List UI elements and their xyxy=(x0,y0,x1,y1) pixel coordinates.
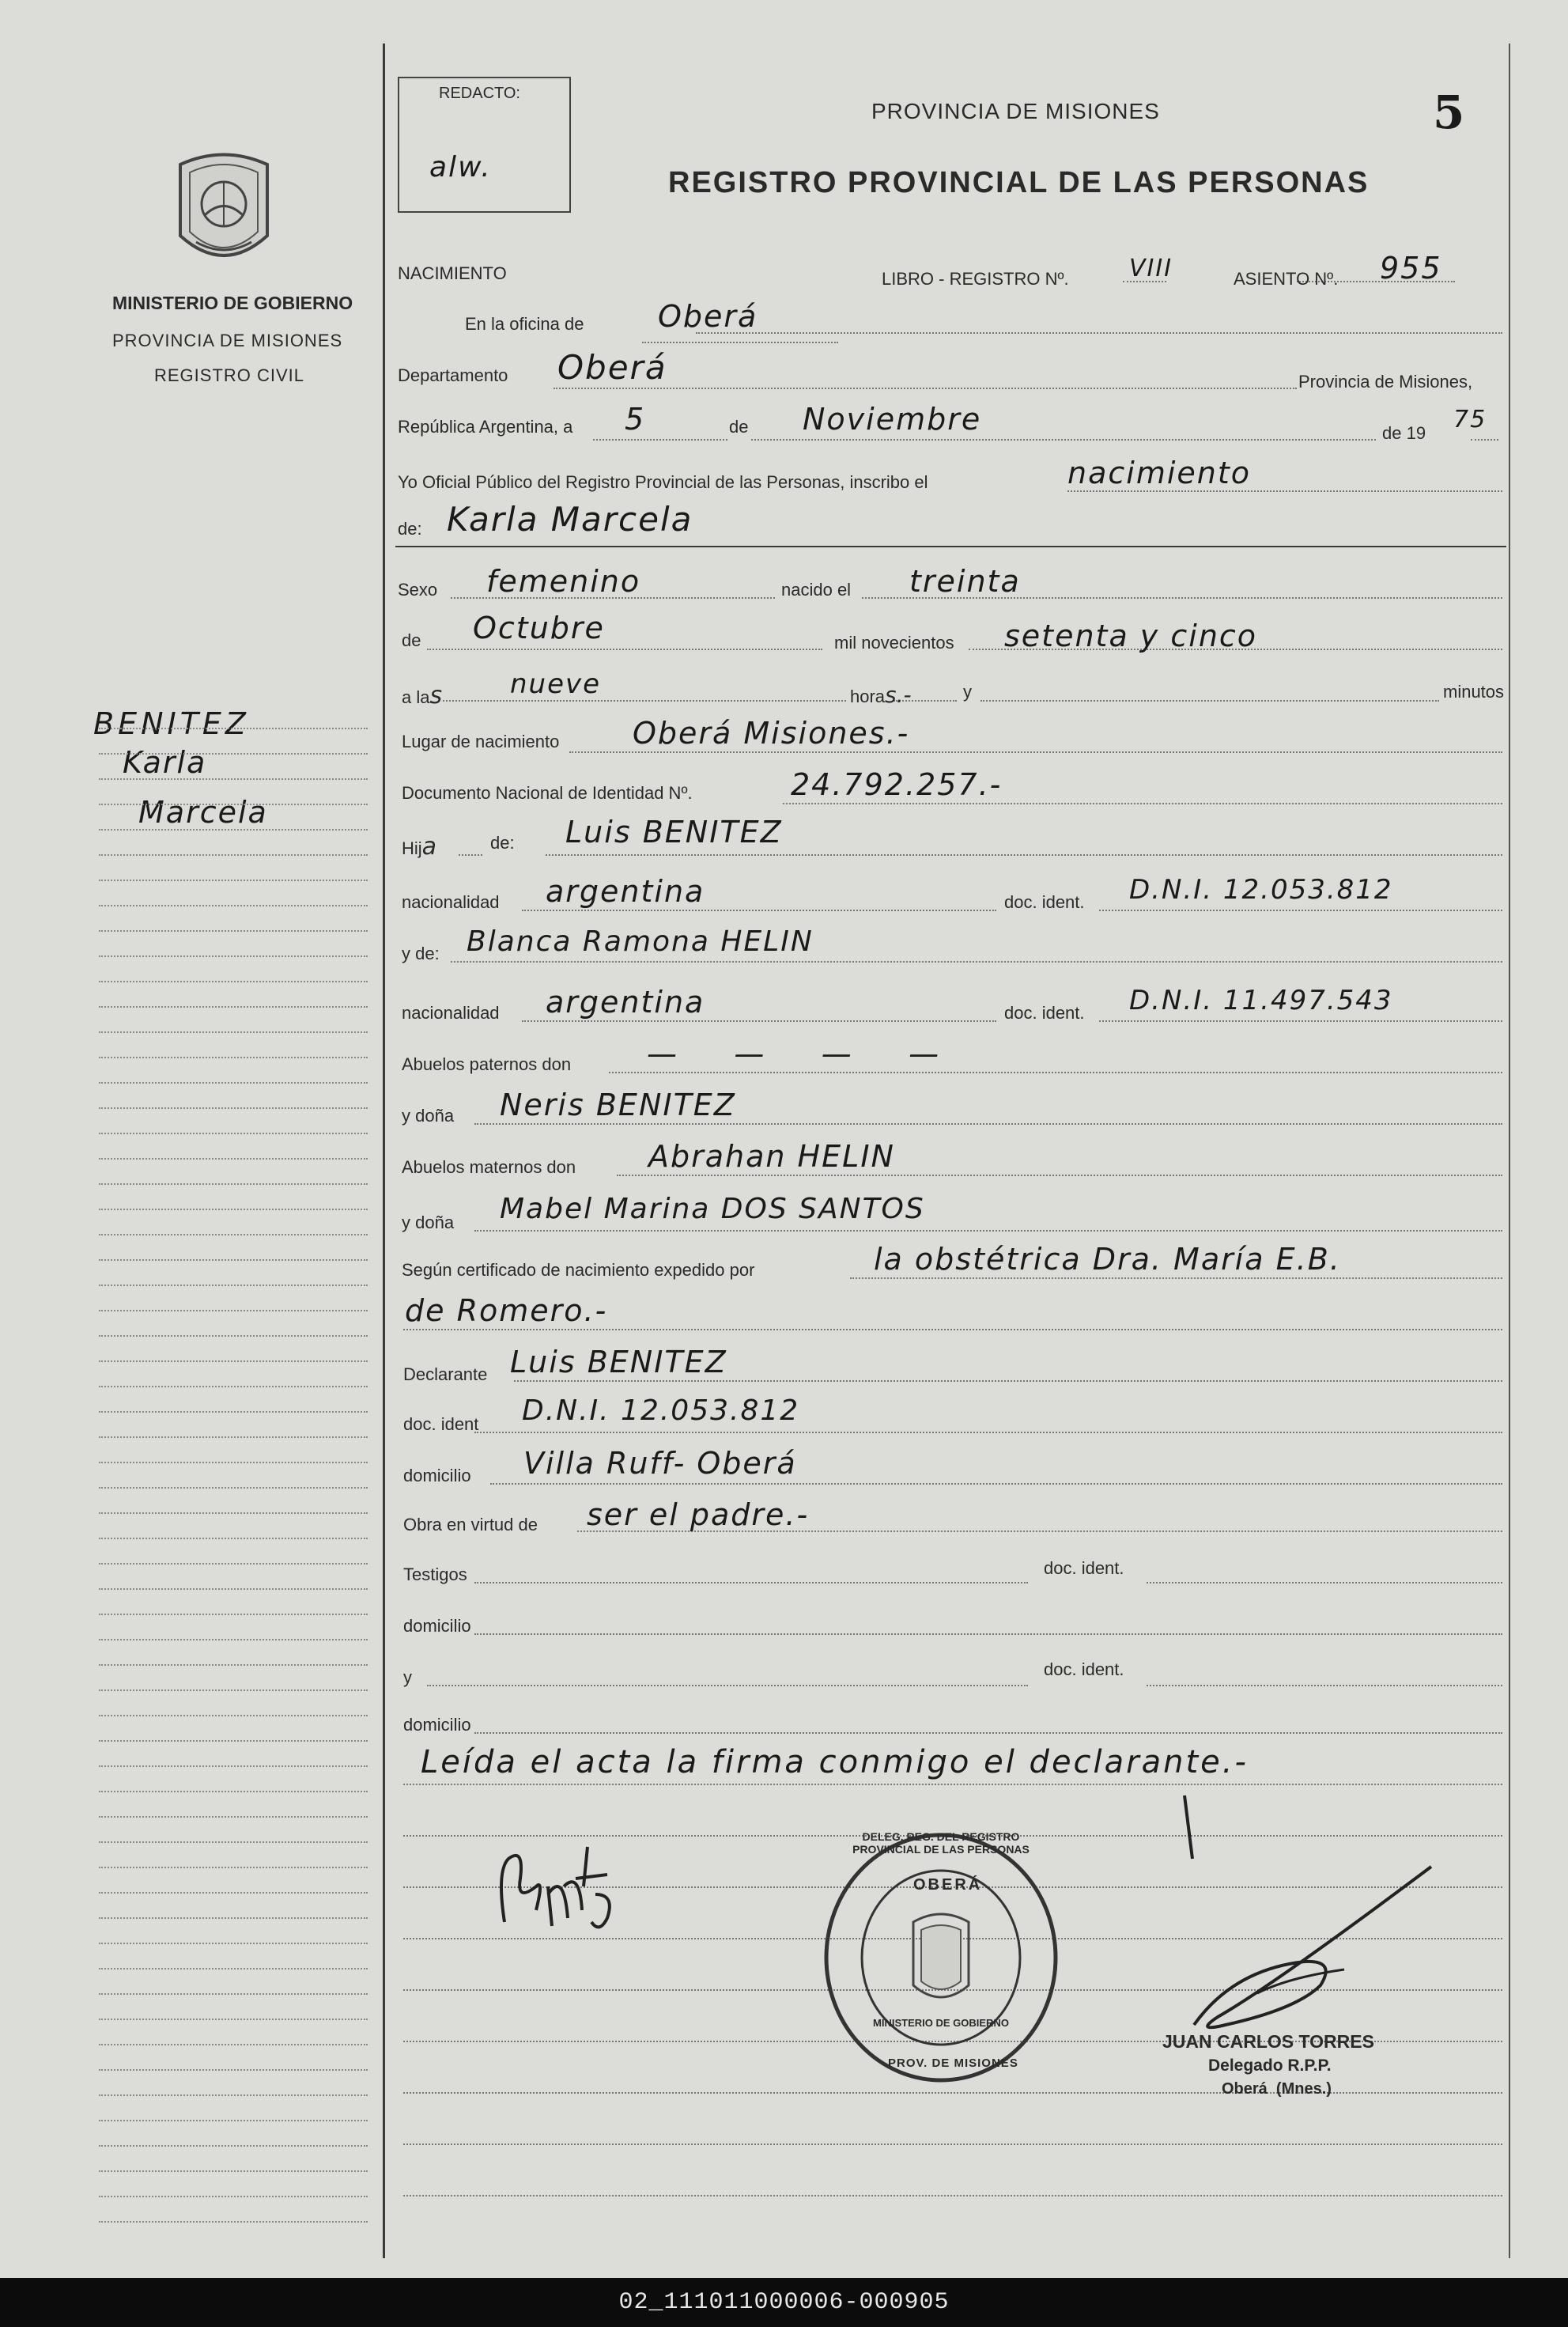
dni-label: Documento Nacional de Identidad Nº. xyxy=(402,783,693,803)
ministry-label: MINISTERIO DE GOBIERNO xyxy=(112,293,353,313)
mil-label: mil novecientos xyxy=(834,633,954,653)
margin-ruled-line xyxy=(99,1209,368,1210)
docid-value: D.N.I. 12.053.812 xyxy=(522,1394,800,1427)
republica-label: República Argentina, a xyxy=(398,417,573,437)
form-ruled-line xyxy=(403,2195,1502,2196)
mes-value: Noviembre xyxy=(803,402,982,437)
margin-ruled-line xyxy=(99,728,368,729)
seal-ring-text: DELEG. REG. DEL REGISTRO PROVINCIAL DE LAS PERSONAS xyxy=(852,1830,1030,1856)
hij-text: Hij xyxy=(402,838,422,858)
form-ruled-line xyxy=(1471,439,1498,441)
margin-ruled-line xyxy=(99,1158,368,1160)
margin-ruled-line xyxy=(99,1765,368,1767)
departamento-value: Oberá xyxy=(557,348,667,387)
form-ruled-line xyxy=(474,1123,1502,1125)
nac2-label: nacionalidad xyxy=(402,1003,500,1023)
doc1-label: doc. ident. xyxy=(1004,892,1085,912)
segun-value2: de Romero.- xyxy=(405,1293,608,1328)
margin-ruled-line xyxy=(99,1386,368,1387)
margin-ruled-line xyxy=(99,2196,368,2197)
form-ruled-line xyxy=(403,1784,1502,1785)
margin-note-name1: Karla xyxy=(123,745,207,780)
domicilio-label: domicilio xyxy=(403,1466,471,1485)
alas-text: a la xyxy=(402,687,430,707)
hij-de-label: de: xyxy=(490,833,515,853)
margin-ruled-line xyxy=(99,854,368,856)
ydona2-value: Mabel Marina DOS SANTOS xyxy=(500,1193,925,1225)
de-nombre-label: de: xyxy=(398,519,422,539)
horas-suffix: s.- xyxy=(885,682,912,708)
margin-ruled-line xyxy=(99,2019,368,2020)
margin-ruled-line xyxy=(99,778,368,780)
form-ruled-line xyxy=(474,1582,1028,1583)
form-ruled-line xyxy=(427,649,822,650)
form-ruled-line xyxy=(403,1329,1502,1330)
margin-ruled-line xyxy=(99,905,368,906)
padre-value: Luis BENITEZ xyxy=(565,815,783,849)
margin-ruled-line xyxy=(99,1968,368,1969)
horas-text: hora xyxy=(850,687,886,706)
margin-ruled-line xyxy=(99,1614,368,1615)
declarante-value: Luis BENITEZ xyxy=(510,1345,727,1379)
form-ruled-line xyxy=(783,803,1502,804)
margin-ruled-line xyxy=(99,1411,368,1413)
alas-label xyxy=(402,682,442,709)
form-ruled-line xyxy=(546,854,1502,856)
official-signature xyxy=(1147,1788,1479,2072)
margin-ruled-line xyxy=(99,1512,368,1514)
header-province: PROVINCIA DE MISIONES xyxy=(871,99,1160,123)
hij-suffix: a xyxy=(421,833,437,861)
margin-ruled-line xyxy=(99,2170,368,2172)
lugar-label: Lugar de nacimiento xyxy=(402,732,560,751)
dni-value: 24.792.257.- xyxy=(791,767,1003,802)
domicilio2-label: domicilio xyxy=(403,1616,471,1636)
libro-value: VIII xyxy=(1129,255,1173,282)
margin-ruled-line xyxy=(99,981,368,982)
margin-ruled-line xyxy=(99,1639,368,1640)
minutos-label: minutos xyxy=(1443,682,1505,702)
margin-ruled-line xyxy=(99,1689,368,1691)
margin-ruled-line xyxy=(99,1183,368,1185)
form-ruled-line xyxy=(403,2143,1502,2145)
form-ruled-line xyxy=(593,439,727,441)
form-ruled-line xyxy=(522,1020,996,1022)
form-ruled-line xyxy=(850,1277,1502,1279)
declarante-label: Declarante xyxy=(403,1364,488,1384)
y2-label: y xyxy=(403,1667,412,1687)
margin-ruled-line xyxy=(99,955,368,957)
official-seal xyxy=(818,1827,1064,2088)
domicilio3-label: domicilio xyxy=(403,1715,471,1735)
doc1-value: D.N.I. 12.053.812 xyxy=(1129,874,1393,906)
obra-value: ser el padre.- xyxy=(587,1497,810,1532)
sexo-value: femenino xyxy=(486,564,641,599)
nacimiento-label: NACIMIENTO xyxy=(398,263,507,283)
official-name: JUAN CARLOS TORRES xyxy=(1162,2031,1374,2052)
province-label: PROVINCIA DE MISIONES xyxy=(112,331,343,350)
sexo-label: Sexo xyxy=(398,580,438,600)
hij-label xyxy=(402,833,436,861)
abp-label: Abuelos paternos don xyxy=(402,1054,572,1074)
margin-ruled-line xyxy=(99,1006,368,1008)
right-border xyxy=(1509,44,1510,2258)
province-emblem xyxy=(164,149,283,275)
mes-nac-value: Octubre xyxy=(473,611,605,645)
margin-ruled-line xyxy=(99,1259,368,1261)
form-ruled-line xyxy=(751,439,1376,441)
leida-value: Leída el acta la firma conmigo el declarante.- xyxy=(421,1744,1249,1780)
madre-value: Blanca Ramona HELIN xyxy=(467,925,814,958)
redacto-box xyxy=(398,77,571,213)
form-ruled-line xyxy=(1147,1582,1502,1583)
form-ruled-line xyxy=(1147,1685,1502,1686)
margin-ruled-line xyxy=(99,2044,368,2045)
form-ruled-line xyxy=(474,1633,1502,1635)
form-ruled-line xyxy=(609,1072,1502,1073)
margin-ruled-line xyxy=(99,1234,368,1235)
form-ruled-line xyxy=(403,2092,1502,2094)
margin-ruled-line xyxy=(99,1436,368,1438)
office-label: REGISTRO CIVIL xyxy=(154,365,305,385)
ydona2-label: y doña xyxy=(402,1213,455,1232)
margin-ruled-line xyxy=(99,1791,368,1792)
provincia-suffix: Provincia de Misiones, xyxy=(1298,372,1473,392)
margin-ruled-line xyxy=(99,804,368,805)
seal-inner: MINISTERIO DE GOBIERNO xyxy=(873,2017,1009,2029)
margin-ruled-line xyxy=(99,1107,368,1109)
document-id: 02_111011000006-000905 xyxy=(618,2289,950,2316)
form-ruled-line xyxy=(474,1432,1502,1433)
margin-ruled-line xyxy=(99,1057,368,1058)
margin-ruled-line xyxy=(99,1892,368,1894)
margin-note-surname: BENITEZ xyxy=(93,706,250,741)
margin-ruled-line xyxy=(99,1715,368,1716)
margin-ruled-line xyxy=(99,1816,368,1818)
asiento-label: ASIENTO Nº. xyxy=(1234,269,1339,289)
margin-ruled-line xyxy=(99,1335,368,1337)
form-ruled-line xyxy=(443,700,846,702)
page-title: REGISTRO PROVINCIAL DE LAS PERSONAS xyxy=(668,166,1370,199)
departamento-label: Departamento xyxy=(398,365,508,385)
anio-value: 75 xyxy=(1453,406,1487,433)
oficial-text: Yo Oficial Público del Registro Provincial de las Personas, inscribo el xyxy=(398,472,928,492)
form-ruled-line xyxy=(474,1230,1502,1232)
redacto-label: REDACTO: xyxy=(439,85,520,102)
asiento-value: 955 xyxy=(1380,251,1442,286)
de-label: de xyxy=(729,417,749,437)
form-ruled-line xyxy=(617,1175,1502,1176)
margin-ruled-line xyxy=(99,1588,368,1590)
official-place: Oberá (Mnes.) xyxy=(1222,2080,1332,2098)
margin-ruled-line xyxy=(99,2094,368,2096)
margin-ruled-line xyxy=(99,1462,368,1463)
test-doc-label: doc. ident. xyxy=(1044,1558,1124,1578)
test-doc2-label: doc. ident. xyxy=(1044,1659,1124,1679)
alas-suffix: s xyxy=(429,682,443,709)
y-label: y xyxy=(963,682,972,702)
margin-ruled-line xyxy=(99,1538,368,1539)
margin-ruled-line xyxy=(99,1867,368,1868)
declarant-signature xyxy=(489,1839,647,1942)
doc2-value: D.N.I. 11.497.543 xyxy=(1129,985,1393,1016)
margin-ruled-line xyxy=(99,1943,368,1944)
segun-value: la obstétrica Dra. María E.B. xyxy=(874,1242,1341,1277)
form-ruled-line xyxy=(427,1685,1028,1686)
form-ruled-line xyxy=(1099,1020,1502,1022)
abm-label: Abuelos maternos don xyxy=(402,1157,576,1177)
abp-value: — — — — xyxy=(647,1036,941,1071)
docid-label: doc. ident xyxy=(403,1414,479,1434)
de2-label: de xyxy=(402,630,421,650)
margin-ruled-line xyxy=(99,880,368,881)
margin-ruled-line xyxy=(99,2221,368,2223)
nac1-label: nacionalidad xyxy=(402,892,500,912)
testigos-label: Testigos xyxy=(403,1565,467,1584)
form-ruled-line xyxy=(1067,490,1502,492)
form-ruled-line xyxy=(696,332,1502,334)
nacido-value: treinta xyxy=(909,564,1021,599)
nacido-label: nacido el xyxy=(781,580,852,600)
libro-label: LIBRO - REGISTRO Nº. xyxy=(882,269,1069,289)
obra-label: Obra en virtud de xyxy=(403,1515,538,1534)
horas-label xyxy=(850,682,912,708)
ydona1-value: Neris BENITEZ xyxy=(500,1088,736,1122)
margin-ruled-line xyxy=(99,829,368,831)
form-ruled-line xyxy=(490,1483,1502,1485)
abm-value: Abrahan HELIN xyxy=(648,1139,895,1174)
redacto-value: alw. xyxy=(429,151,492,184)
oficina-label: En la oficina de xyxy=(465,314,584,334)
form-ruled-line xyxy=(451,961,1502,963)
inscribo-value: nacimiento xyxy=(1067,456,1252,490)
segun-label: Según certificado de nacimiento expedido por xyxy=(402,1260,755,1280)
margin-ruled-line xyxy=(99,1563,368,1565)
page-number: 5 xyxy=(1433,85,1465,139)
dia-value: 5 xyxy=(625,402,646,437)
margin-ruled-line xyxy=(99,1082,368,1084)
margin-ruled-line xyxy=(99,2120,368,2121)
name-underline xyxy=(395,546,1506,547)
nac2-value: argentina xyxy=(546,985,705,1020)
anio-nac-value: setenta y cinco xyxy=(1004,619,1258,653)
form-ruled-line xyxy=(554,388,1297,389)
margin-ruled-line xyxy=(99,2069,368,2071)
footer-bar xyxy=(0,2278,1568,2327)
yde-label: y de: xyxy=(402,944,440,963)
margin-ruled-line xyxy=(99,753,368,755)
form-ruled-line xyxy=(980,700,1439,702)
margin-ruled-line xyxy=(99,1310,368,1311)
nombre-value: Karla Marcela xyxy=(447,500,693,539)
doc2-label: doc. ident. xyxy=(1004,1003,1085,1023)
anio-label: de 19 xyxy=(1382,423,1426,443)
form-ruled-line xyxy=(522,910,996,911)
margin-ruled-line xyxy=(99,1917,368,1919)
seal-bottom: PROV. DE MISIONES xyxy=(888,2056,1018,2070)
margin-ruled-line xyxy=(99,2145,368,2147)
nac1-value: argentina xyxy=(546,874,705,909)
lugar-value: Oberá Misiones.- xyxy=(633,716,910,751)
seal-city: OBERÁ xyxy=(913,1876,983,1894)
margin-ruled-line xyxy=(99,1841,368,1843)
margin-ruled-line xyxy=(99,1031,368,1033)
margin-note-name2: Marcela xyxy=(138,795,268,830)
oficina-value: Oberá xyxy=(658,299,758,334)
official-role: Delegado R.P.P. xyxy=(1208,2056,1332,2075)
form-ruled-line xyxy=(514,1380,1502,1382)
hora-value: nueve xyxy=(510,668,602,700)
margin-ruled-line xyxy=(99,1993,368,1995)
margin-ruled-line xyxy=(99,1285,368,1286)
form-ruled-line xyxy=(1099,910,1502,911)
ydona1-label: y doña xyxy=(402,1106,455,1126)
margin-ruled-line xyxy=(99,1487,368,1489)
margin-ruled-line xyxy=(99,1740,368,1742)
margin-ruled-line xyxy=(99,1133,368,1134)
margin-ruled-line xyxy=(99,930,368,932)
form-ruled-line xyxy=(642,342,838,343)
form-ruled-line xyxy=(474,1732,1502,1734)
margin-ruled-line xyxy=(99,1664,368,1666)
margin-line xyxy=(383,44,385,2258)
form-ruled-line xyxy=(459,854,482,856)
margin-ruled-line xyxy=(99,1360,368,1362)
domicilio-value: Villa Ruff- Oberá xyxy=(523,1446,797,1481)
form-ruled-line xyxy=(569,751,1502,753)
